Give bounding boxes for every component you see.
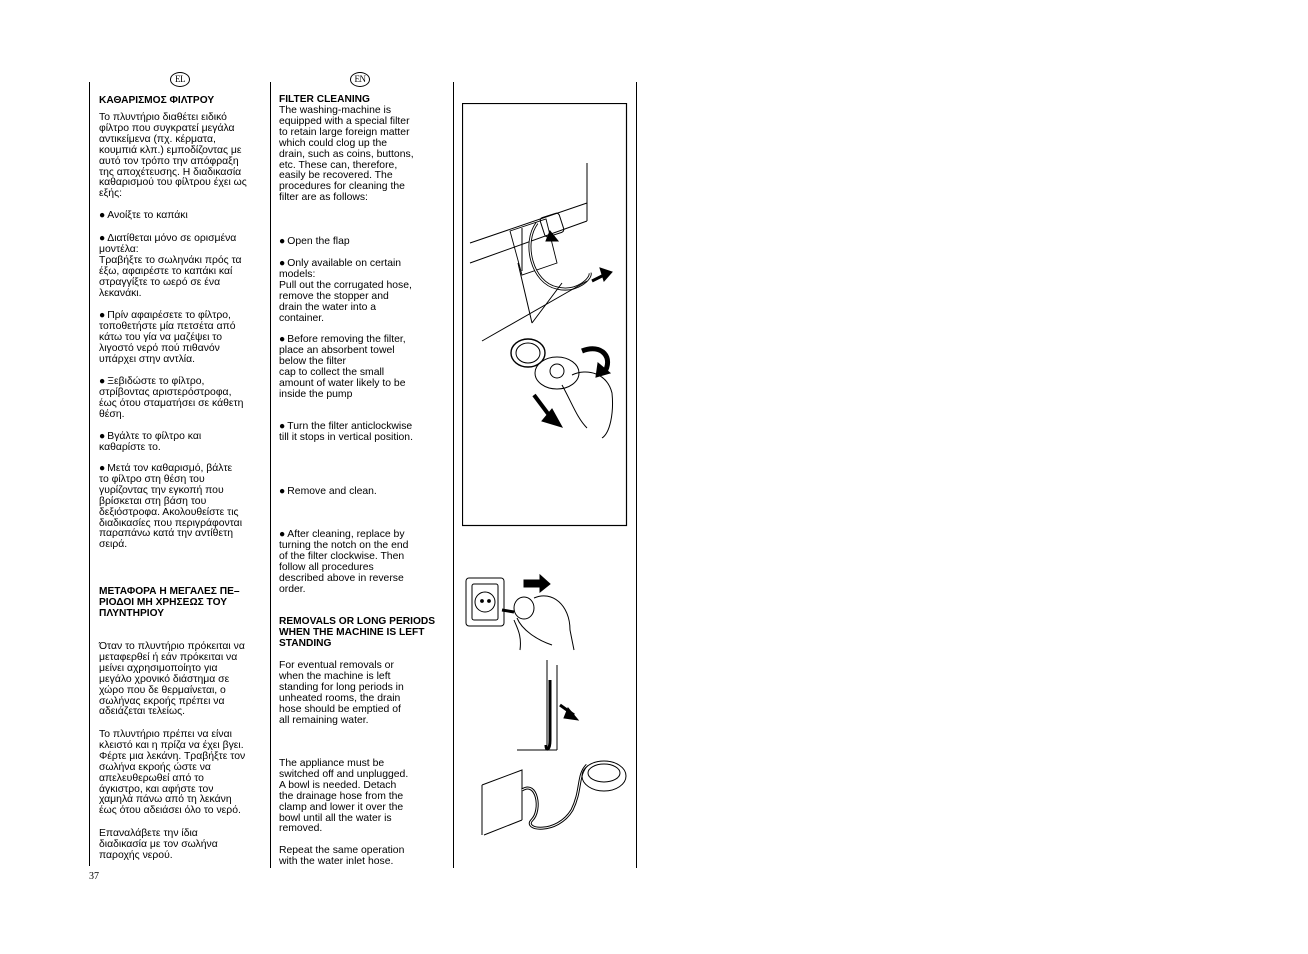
greek-filter-title: ΚΑΘΑΡΙΣΜΟΣ ΦΙΛΤΡΟΥ [99,95,215,106]
english-step-5: ● Remove and clean. [279,487,377,498]
unplug-illustration [462,570,582,660]
greek-step-3: ● Πρίν αφαιρέσετε το φίλτρο, τοποθετήστε μία πετσέτα από κάτω του γία να μαζέψει το λιγοστό νερό πού πιθανόν υπάρχει στην αντλία. [99,311,236,366]
center-divider-line [270,82,271,868]
greek-filter-intro: Το πλυντήριο διαθέτει ειδικό φίλτρο που συγκρατεί μεγάλα αντικείμενα (πχ. κέρματα, κουμπιά κλπ.) εμποδίζοντας με αυτό τον τρόπο την απόφραξη της αποχέτευσης. Η διαδικασία καθαρισμού του φίλτρου έχει ως εξής: [99,112,247,200]
english-step-1: ● Open the flap [279,237,350,248]
english-removal-paragraph-1: For eventual removals or when the machine is left standing for long periods in unheated rooms, the drain hose should be emptied of all remaining water. [279,660,404,726]
english-language-badge: EN [350,72,370,87]
greek-removal-paragraph-3: Επαναλάβετε την ίδια διαδικασία με τον σωλήνα παροχής νερού. [99,828,218,861]
illustration-frame [463,104,627,526]
greek-step-6: ● Μετά τον καθαρισμό, βάλτε το φίλτρο στη θέση του γυρίζοντας την εγκοπή που βρίσκεται στη βάση του δεξιόστροφα. Ακολουθείστε τις διαδικασίες που περιγράφονται παραπάνω κατά την αντίθετη σειρά. [99,464,242,551]
filter-cleaning-illustration [462,103,628,527]
greek-step-4: ● Ξεβιδώστε το φίλτρο, στρίβοντας αριστερόστροφα, έως ότου σταματήσει σε κάθετη θέση. [99,377,243,421]
greek-removal-title: ΜΕΤΑΦΟΡΑ Η ΜΕΓΑΛΕΣ ΠΕ– ΡΙΟΔΟΙ ΜΗ ΧΡΗΣΕΩΣ ΤΟΥ ΠΛΥΝΤΗΡΙΟΥ [99,586,240,619]
greek-removal-paragraph-2: Το πλυντήριο πρέπει να είναι κλειστό και η πρίζα να έχει βγει. Φέρτε μια λεκάνη. Τραβήξτε τον σωλήνα εκροής ώστε να απελευθερωθεί από το άγκιστρο, και αφήστε τον χαμηλά πάνω από τη λεκάνη έως ότου αδειάσει όλο το νερό. [99,729,246,817]
english-step-2: ● Only available on certain models: Pull out the corrugated hose, remove the stopper and drain the water into a container. [279,259,412,324]
far-right-line [636,82,637,868]
page-number: 37 [89,871,99,882]
greek-removal-paragraph-1: Όταν το πλυντήριο πρόκειται να μεταφερθεί ή εάν πρόκειται να μείνει αχρησιμοποίητο για μεγάλο χρονικό διάστημα σε χώρο που δε θερμαίνεται, ο σωλήνας εκροής πρέπει να αδειάζεται τελείως. [99,641,245,718]
greek-language-badge: EL [170,72,190,87]
filter-flap-illustration [470,163,612,341]
english-step-3: ● Before removing the filter, place an absorbent towel below the filter cap to collect the small amount of water likely to be inside the pump [279,335,406,400]
english-filter-title: FILTER CLEANING [279,94,370,105]
greek-step-2: ● Διατίθεται μόνο σε ορισμένα μοντέλα: Τραβήξτε το σωληνάκι πρός τα έξω, αφαιρέστε το καπάκι καί στραγγίξτε το ωερό σε ένα λεκανάκι. [99,234,242,299]
english-step-6: ● After cleaning, replace by turning the notch on the end of the filter clockwise. Then follow all procedures described above in reverse order. [279,530,408,595]
greek-step-5: ● Βγάλτε το φίλτρο και καθαρίστε το. [99,432,201,454]
english-filter-intro: The washing-machine is equipped with a special filter to retain large foreign matter which could clog up the drain, such as coins, buttons, etc. These can, therefore, easily be recovered. The procedures for cleaning the filter are as follows: [279,105,414,204]
filter-unscrew-illustration [511,339,613,438]
drain-hose-illustration [462,660,632,840]
left-margin-line [89,82,90,866]
greek-step-1: ● Ανοίξτε το καπάκι [99,211,188,222]
english-removal-paragraph-2: The appliance must be switched off and unplugged. A bowl is needed. Detach the drainage hose from the clamp and lower it over the bowl until all the water is removed. [279,758,409,835]
right-divider-line [453,82,454,868]
english-removal-title: REMOVALS OR LONG PERIODS WHEN THE MACHINE IS LEFT STANDING [279,616,436,649]
english-removal-paragraph-3: Repeat the same operation with the water inlet hose. [279,845,405,867]
english-step-4: ● Turn the filter anticlockwise till it stops in vertical position. [279,422,413,444]
